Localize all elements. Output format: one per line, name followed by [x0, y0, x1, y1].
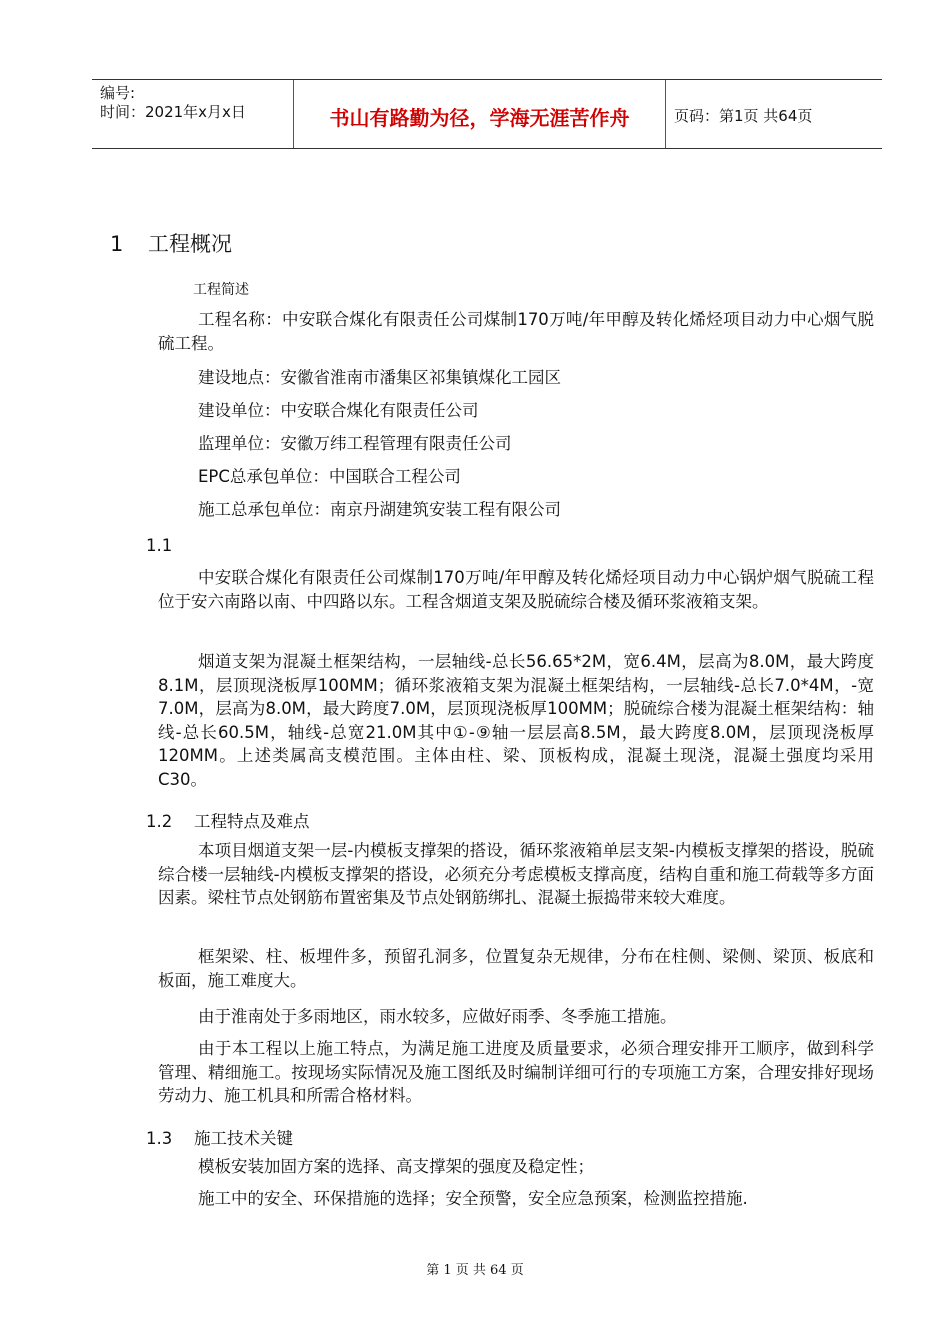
header-meta — [100, 84, 246, 122]
section-heading-1-3 — [146, 1125, 293, 1149]
overview-paragraph: 工程名称：中安联合煤化有限责任公司煤制170万吨/年甲醇及转化烯烃项目动力中心烟气脱硫工程。 — [158, 310, 874, 353]
section-number: 1.2 — [146, 812, 173, 831]
section-paragraph: 由于本工程以上施工特点，为满足施工进度及质量要求，必须合理安排开工顺序，做到科学管理、精细施工。按现场实际情况及施工图纸及时编制详细可行的专项施工方案，合理安排好现场劳动力、施工机具和所需合格材料。 — [158, 1039, 874, 1105]
header-number-label: 编号: — [100, 84, 136, 102]
section-paragraph: 本项目烟道支架一层-内模板支撑架的搭设，循环浆液箱单层支架-内模板支撑架的搭设，脱硫综合楼一层轴线-内模板支撑架的搭设，必须充分考虑模板支撑高度，结构自重和施工荷载等多方面因素。梁柱节点处钢筋布置密集及节点处钢筋绑扎、混凝土振捣带来较大难度。 — [158, 841, 874, 907]
overview-paragraph: EPC总承包单位：中国联合工程公司 — [198, 467, 461, 486]
section-paragraph: 框架梁、柱、板埋件多，预留孔洞多，位置复杂无规律，分布在柱侧、梁侧、梁顶、板底和板面，施工难度大。 — [158, 947, 874, 990]
section-number: 1.3 — [146, 1129, 173, 1148]
overview-paragraph: 施工总承包单位：南京丹湖建筑安装工程有限公司 — [198, 500, 561, 519]
subheading: 工程简述 — [193, 282, 249, 298]
overview-paragraph: 监理单位：安徽万纬工程管理有限责任公司 — [198, 434, 512, 453]
overview-paragraph: 建设单位：中安联合煤化有限责任公司 — [198, 401, 479, 420]
section-heading-1-2 — [146, 808, 310, 832]
section-title: 工程特点及难点 — [194, 812, 310, 831]
header-divider — [665, 80, 666, 148]
chapter-heading — [110, 228, 232, 258]
header-motto: 书山有路勤为径，学海无涯苦作舟 — [329, 106, 630, 130]
section-paragraph: 模板安装加固方案的选择、高支撑架的强度及稳定性； — [198, 1157, 594, 1176]
chapter-number: 1 — [110, 232, 124, 256]
section-paragraph: 施工中的安全、环保措施的选择；安全预警，安全应急预案，检测监控措施. — [198, 1189, 748, 1208]
overview-paragraph: 建设地点：安徽省淮南市潘集区祁集镇煤化工园区 — [198, 368, 561, 387]
page-footer: 第 1 页 共 64 页 — [426, 1263, 524, 1278]
section-title: 施工技术关键 — [194, 1129, 293, 1148]
section-paragraph: 由于淮南处于多雨地区，雨水较多，应做好雨季、冬季施工措施。 — [198, 1007, 677, 1026]
chapter-title: 工程概况 — [148, 232, 232, 256]
section-number: 1.1 — [146, 536, 173, 555]
section-paragraph: 中安联合煤化有限责任公司煤制170万吨/年甲醇及转化烯烃项目动力中心锅炉烟气脱硫工程位于安六南路以南、中四路以东。工程含烟道支架及脱硫综合楼及循环浆液箱支架。 — [158, 568, 874, 611]
page-header — [92, 79, 882, 149]
header-page-label: 页码：第1页 共64页 — [674, 107, 813, 125]
header-time-label: 时间：2021年x月x日 — [100, 103, 246, 121]
section-paragraph: 烟道支架为混凝土框架结构，一层轴线-总长56.65*2M，宽6.4M，层高为8.0M，最大跨度8.1M，层顶现浇板厚100MM；循环浆液箱支架为混凝土框架结构，一层轴线-总长7.0*4M，-宽7.0M，层高为8.0M，最大跨度7.0M，层顶现浇板厚100MM；脱硫综合楼为混凝土框架结构：轴线-总长60.5M，轴线-总宽21.0M其中①-⑨轴一层层高8.5M，最大跨度8.0M，层顶现浇板厚120MM。上述类属高支模范围。主体由柱、梁、顶板构成，混凝土现浇，混凝土强度均采用C30。 — [158, 652, 874, 789]
section-heading-1-1 — [146, 536, 194, 555]
